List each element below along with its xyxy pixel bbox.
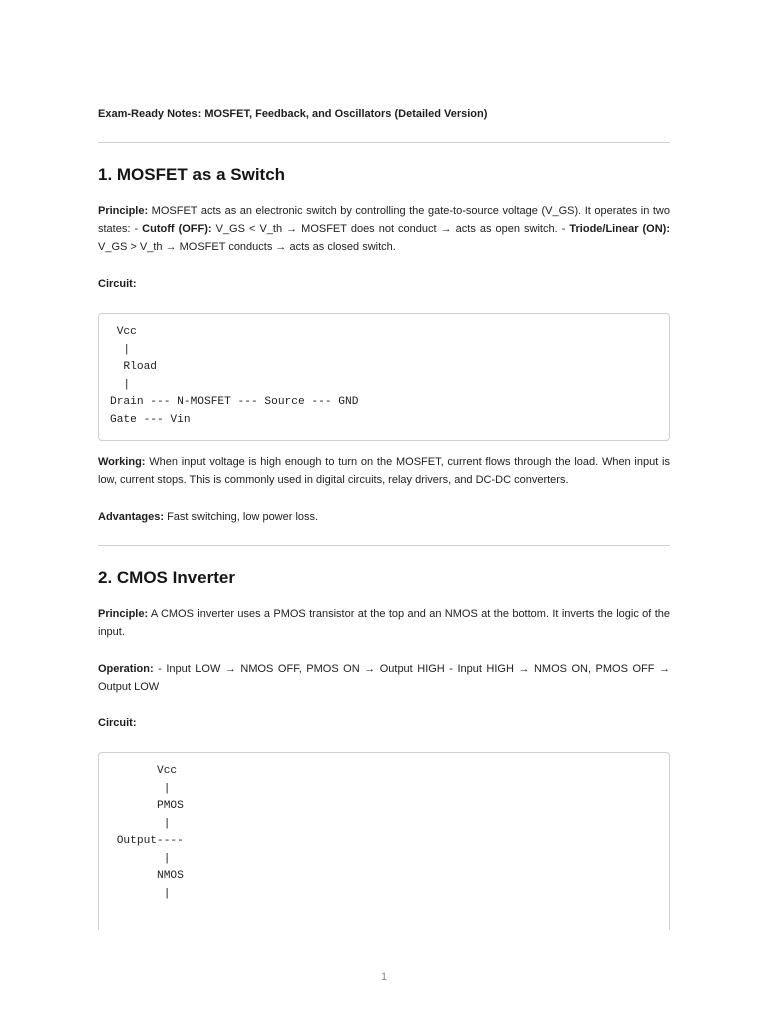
code-line: | — [110, 782, 171, 795]
section-heading-cmos-inverter: 2. CMOS Inverter — [98, 568, 235, 587]
section-heading-mosfet-switch: 1. MOSFET as a Switch — [98, 165, 286, 184]
code-line: PMOS — [110, 800, 184, 812]
bold-label: Cutoff (OFF): — [142, 223, 212, 235]
code-line: | — [110, 343, 131, 356]
document-title: Exam-Ready Notes: MOSFET, Feedback, and Oscillators (Detailed Version) — [98, 108, 488, 120]
code-line: Rload — [110, 361, 157, 373]
code-line: Vcc — [110, 765, 178, 777]
code-line: Gate --- Vin — [110, 413, 191, 426]
circuit-label — [98, 714, 670, 732]
paragraph-text: A CMOS inverter uses a PMOS transistor at the top and an NMOS at the bottom. It inverts the logic of the input. — [98, 608, 670, 638]
section-divider — [98, 545, 670, 546]
circuit-code-block — [98, 752, 670, 930]
bold-label: Working: — [98, 456, 146, 468]
bold-label: Principle: — [98, 205, 149, 217]
working-paragraph — [98, 453, 670, 489]
bold-label: Operation: — [98, 663, 154, 675]
principle-paragraph — [98, 605, 670, 641]
code-line: | — [110, 852, 171, 865]
paragraph-text: - Input LOW → NMOS OFF, PMOS ON → Output HIGH - Input HIGH → NMOS ON, PMOS OFF → Output LOW — [98, 663, 670, 693]
code-line: | — [110, 378, 131, 391]
operation-paragraph — [98, 660, 670, 696]
circuit-code-block — [98, 313, 670, 441]
bold-label: Triode/Linear (ON): — [569, 223, 671, 235]
paragraph-text: MOSFET acts as an electronic switch by controlling the gate-to-source voltage (V_GS). It operates in two states: - — [98, 205, 670, 235]
paragraph-text: When input voltage is high enough to turn on the MOSFET, current flows through the load. When input is low, current stops. This is commonly used in digital circuits, relay drivers, and DC-DC converters. — [98, 456, 670, 486]
principle-paragraph — [98, 202, 670, 256]
bold-label: Advantages: — [98, 511, 165, 523]
paragraph-text: V_GS > V_th → MOSFET conducts → acts as closed switch. — [98, 241, 396, 253]
advantages-paragraph — [98, 508, 670, 526]
bold-label: Principle: — [98, 608, 149, 620]
paragraph-text: V_GS < V_th → MOSFET does not conduct → acts as open switch. - — [211, 223, 570, 235]
paragraph-text: Fast switching, low power loss. — [164, 511, 319, 523]
code-line: Vcc — [110, 326, 137, 338]
page-number: 1 — [380, 971, 388, 983]
code-line: Output---- — [110, 835, 184, 847]
code-line: | — [110, 887, 171, 900]
bold-label: Circuit: — [98, 717, 137, 729]
code-line: Drain --- N-MOSFET --- Source --- GND — [110, 396, 359, 408]
section-divider — [98, 142, 670, 143]
code-line: | — [110, 817, 171, 830]
code-line: NMOS — [110, 870, 184, 882]
circuit-label — [98, 275, 670, 293]
bold-label: Circuit: — [98, 278, 137, 290]
